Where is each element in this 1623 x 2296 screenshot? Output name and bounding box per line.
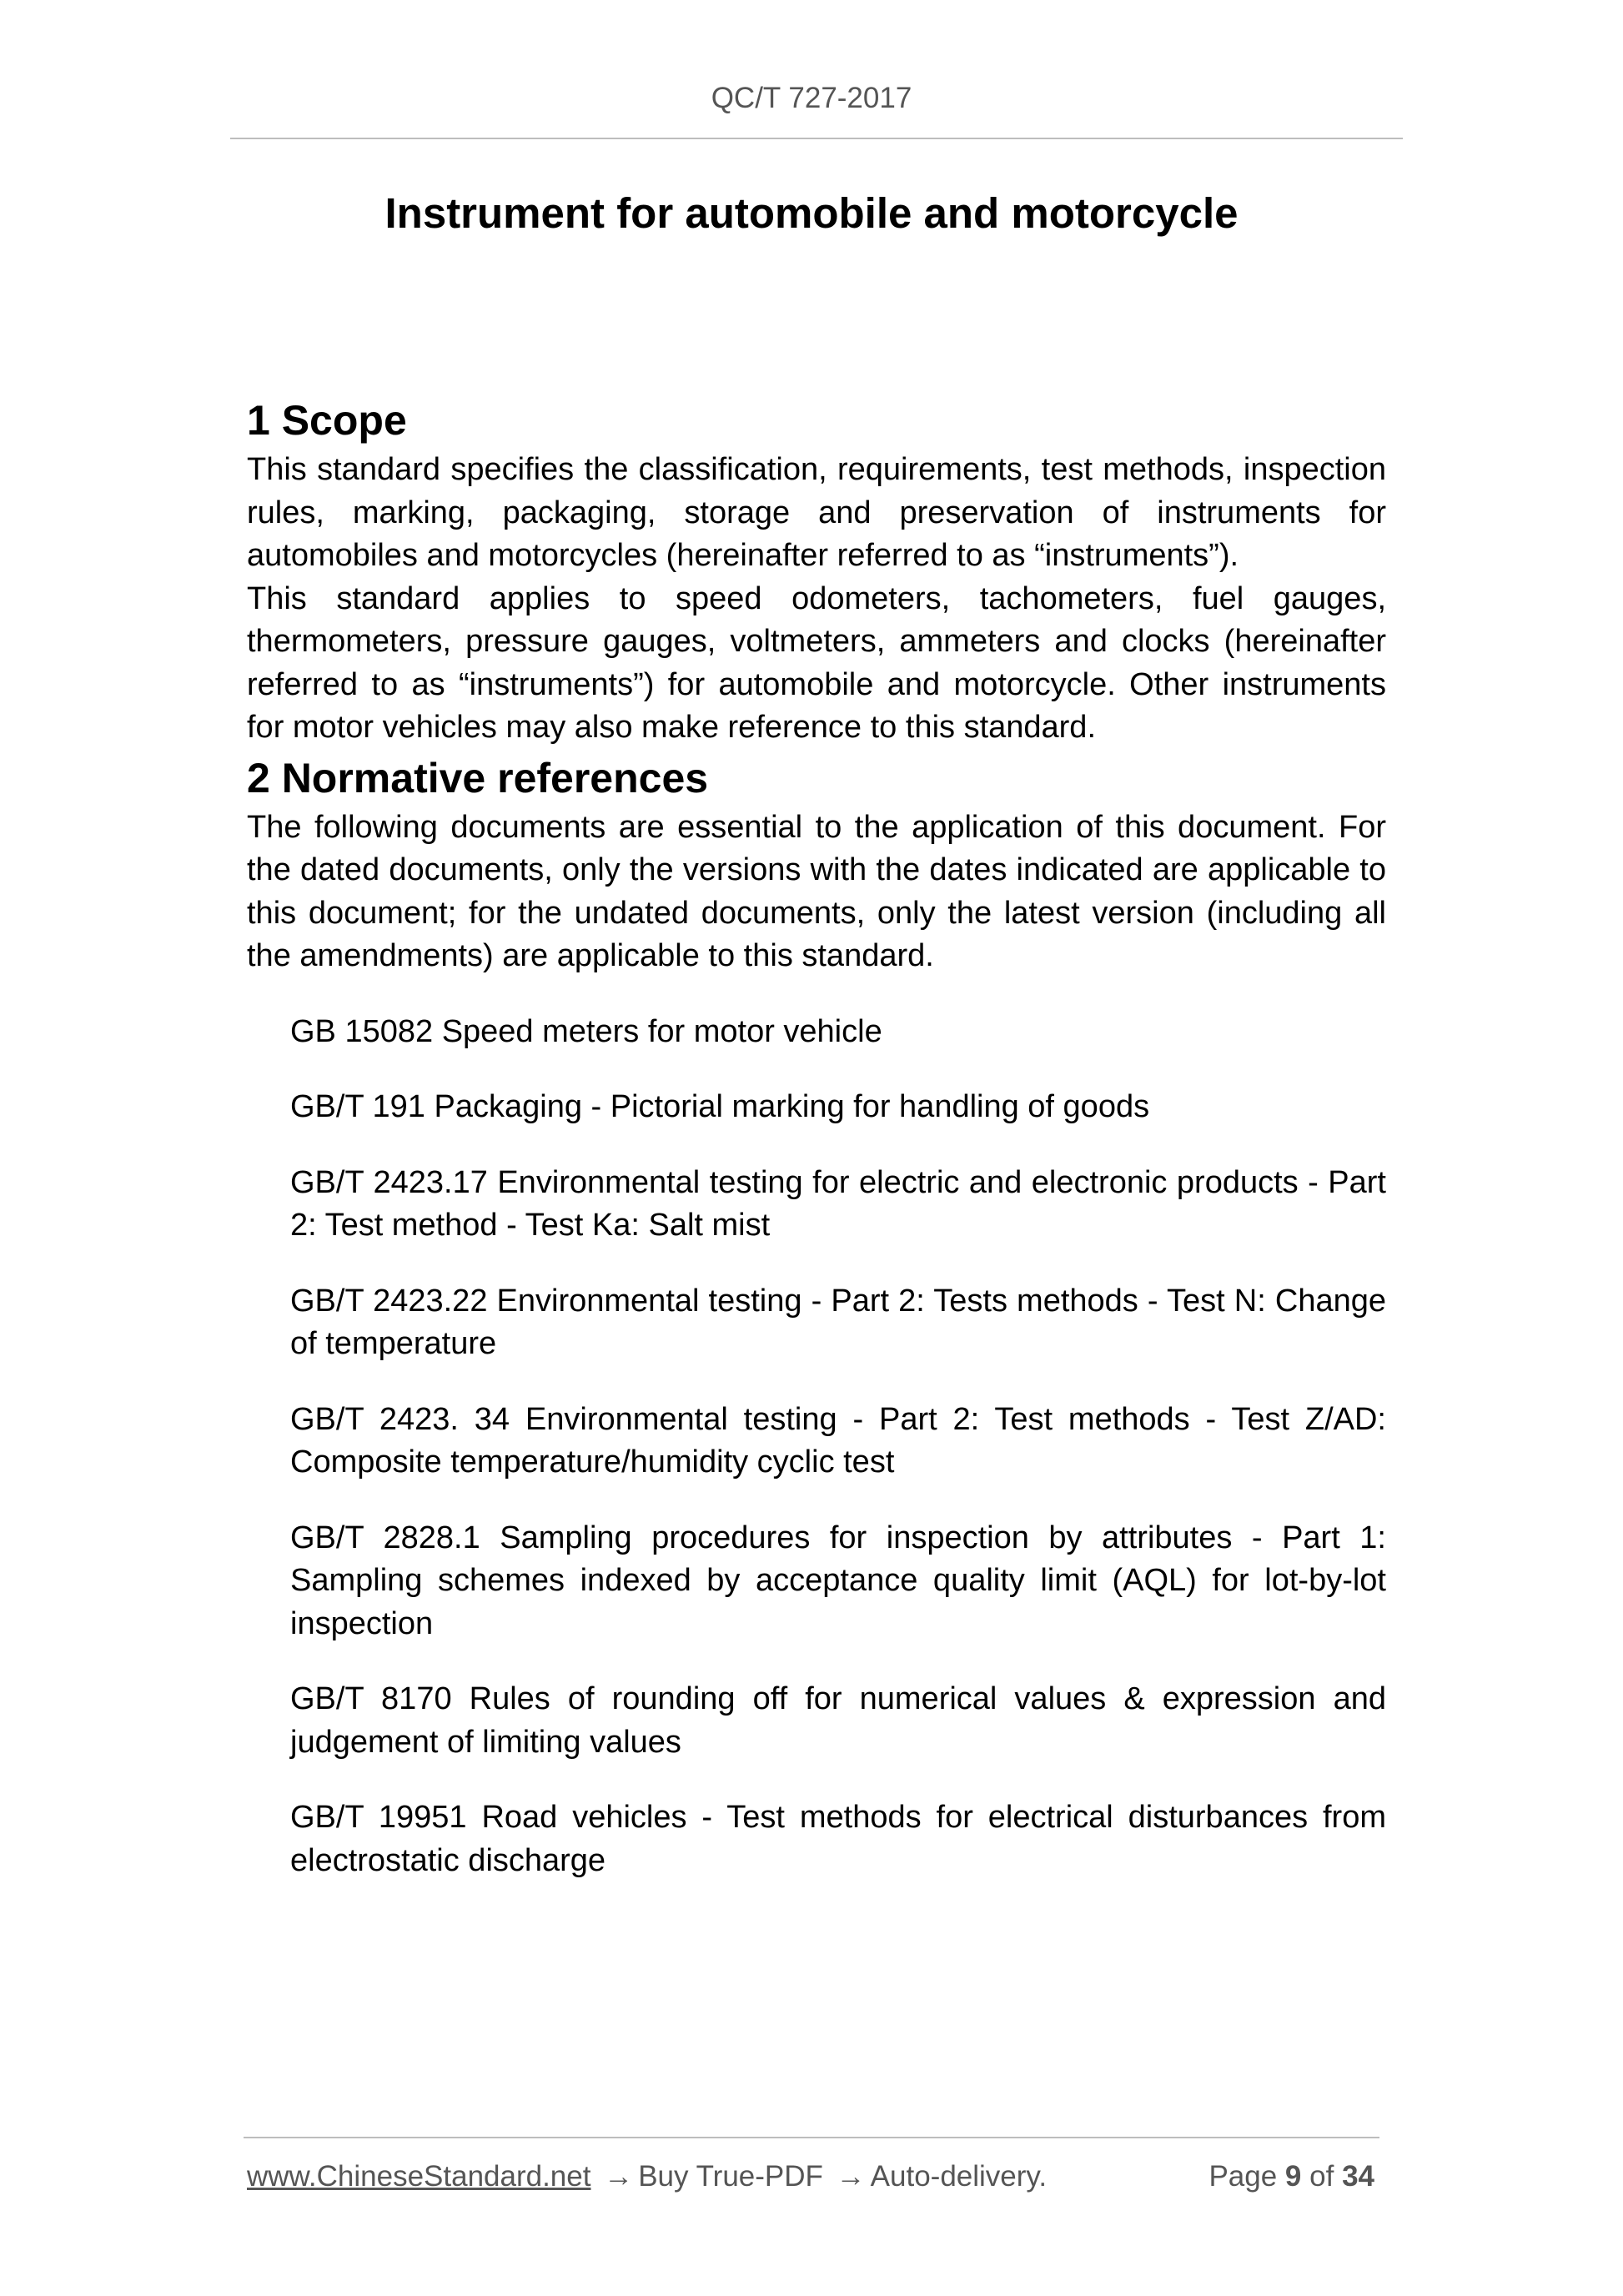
normative-intro-paragraph: The following documents are essential to the application of this document. For the dated documents, only the versions with the dates indicated are applicable to this document; for the undated documents, only the latest version (including all the amendments) are applicable to this standard. xyxy=(247,809,1386,973)
reference-item: GB/T 2423.22 Environmental testing - Part 2: Tests methods - Test N: Change of temperature xyxy=(290,1283,1386,1361)
document-title: Instrument for automobile and motorcycle xyxy=(384,189,1239,237)
section-heading-normative-references: 2 Normative references xyxy=(247,754,709,801)
page-word: Page xyxy=(1208,2160,1278,2193)
of-word: of xyxy=(1309,2160,1334,2193)
reference-item: GB/T 19951 Road vehicles - Test methods for electrical disturbances from electrostatic discharge xyxy=(290,1800,1386,1878)
reference-item: GB/T 2828.1 Sampling procedures for inspection by attributes - Part 1: Sampling schemes indexed by acceptance quality limit (AQL) for lot-by-lot inspection xyxy=(290,1520,1386,1641)
arrow-right-icon: → xyxy=(604,2160,634,2193)
reference-item: GB 15082 Speed meters for motor vehicle xyxy=(290,1013,882,1049)
page-total: 34 xyxy=(1342,2160,1374,2193)
page-current: 9 xyxy=(1284,2160,1302,2193)
reference-list xyxy=(247,1011,1386,1883)
reference-item: GB/T 8170 Rules of rounding off for numerical values & expression and judgement of limiting values xyxy=(290,1681,1386,1760)
arrow-right-icon: → xyxy=(836,2160,866,2193)
document-body xyxy=(247,392,1386,1915)
delivery-text: Auto-delivery. xyxy=(870,2160,1048,2193)
reference-item: GB/T 2423. 34 Environmental testing - Part 2: Test methods - Test Z/AD: Composite temperature/humidity cyclic test xyxy=(290,1401,1386,1480)
site-link[interactable]: www.ChineseStandard.net xyxy=(247,2160,591,2193)
page-number xyxy=(1208,2160,1374,2193)
footer-promo xyxy=(247,2160,1047,2193)
footer-divider xyxy=(244,2137,1379,2138)
reference-item: GB/T 191 Packaging - Pictorial marking for handling of goods xyxy=(290,1089,1150,1124)
scope-paragraph-1: This standard specifies the classification, requirements, test methods, inspection rules, marking, packaging, storage and preservation of instruments for automobiles and motorcycles (hereinafter referred to as “instruments”). xyxy=(247,452,1386,573)
buy-text: Buy True-PDF xyxy=(638,2160,823,2193)
header-divider xyxy=(230,138,1403,139)
section-heading-scope: 1 Scope xyxy=(247,397,407,444)
page-footer xyxy=(247,2160,1374,2193)
reference-item: GB/T 2423.17 Environmental testing for electric and electronic products - Part 2: Test method - Test Ka: Salt mist xyxy=(290,1164,1386,1243)
scope-paragraph-2: This standard applies to speed odometers, tachometers, fuel gauges, thermometers, pressure gauges, voltmeters, ammeters and clocks (hereinafter referred to as “instruments”) for automobile and motorcycle. Other instruments for motor vehicles may also make reference to this standard. xyxy=(247,580,1386,745)
document-code-header: QC/T 727-2017 xyxy=(711,82,912,114)
